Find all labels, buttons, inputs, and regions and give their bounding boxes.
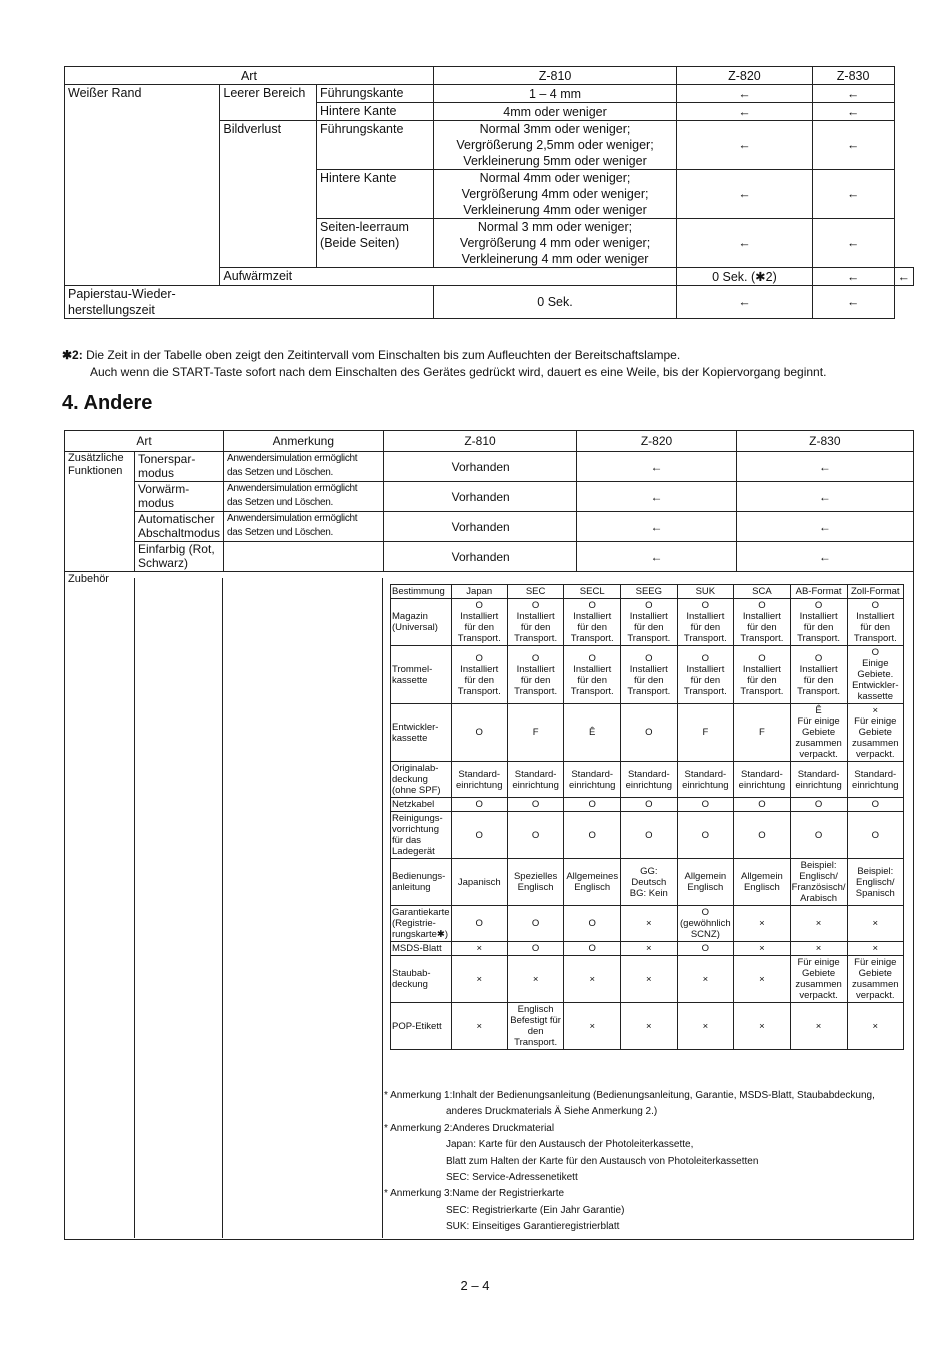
accessory-label: Garantiekarte (Registrie- rungskarte✱) (392, 907, 450, 940)
same-arrow: ← (812, 170, 894, 219)
same-arrow: ← (736, 512, 913, 542)
accessory-cell: O (564, 942, 621, 956)
accessory-cell: Ê Für einige Gebiete zusammen verpackt. (790, 704, 847, 762)
accessory-label: Netzkabel (391, 798, 452, 812)
notes (384, 1088, 904, 1236)
accessory-cell: × (677, 956, 734, 1003)
accessory-cell: O Installiert für den Transport. (451, 599, 507, 646)
accessory-cell: Standard- einrichtung (847, 762, 903, 798)
same-arrow: ← (577, 452, 736, 482)
accessory-row (391, 859, 904, 906)
cell-value: Normal 3 mm oder weniger; Vergrößerung 4 mm oder weniger; Verkleinerung 4 mm oder weniger (433, 219, 676, 268)
accessory-cell: O (507, 942, 563, 956)
header-suk: SUK (677, 585, 734, 599)
row-hintere-kante: Hintere Kante (317, 103, 434, 121)
accessory-cell: × (621, 1003, 677, 1050)
same-arrow: ← (577, 482, 736, 512)
accessory-cell: × (564, 1003, 621, 1050)
accessory-cell: × (790, 1003, 847, 1050)
accessory-cell: Allgemeines Englisch (564, 859, 621, 906)
cell-value: 1 – 4 mm (433, 85, 676, 103)
accessory-cell: O Installiert für den Transport. (677, 599, 734, 646)
same-arrow: ← (677, 286, 813, 319)
accessory-cell: × (564, 956, 621, 1003)
note-head: * Anmerkung 2: (384, 1122, 453, 1134)
accessory-cell: O (564, 812, 621, 859)
accessory-cell: O Installiert für den Transport. (507, 646, 563, 704)
accessory-cell: O (734, 798, 790, 812)
accessory-label: Reinigungs- vorrichtung für das Ladegerät (391, 812, 452, 859)
header-z830: Z-830 (812, 67, 894, 85)
accessory-cell: O Installiert für den Transport. (451, 646, 507, 704)
table-row (65, 286, 914, 319)
accessory-cell: O (507, 798, 563, 812)
note-3 (384, 1186, 904, 1235)
same-arrow: ← (812, 286, 894, 319)
accessory-label: Bedienungs- anleitung (391, 859, 452, 906)
table-row (65, 85, 914, 103)
note-sub: anderes Druckmaterials Ä Siehe Anmerkung 2.) (446, 1106, 658, 1118)
table-header-row (65, 67, 914, 85)
accessory-row (391, 1003, 904, 1050)
header-secl: SECL (564, 585, 621, 599)
accessory-label: Trommel- kassette (391, 646, 452, 704)
accessory-cell: × (847, 1003, 903, 1050)
accessory-row (391, 762, 904, 798)
accessory-cell: × (734, 942, 790, 956)
header-sec: SEC (507, 585, 563, 599)
accessory-cell: × (677, 1003, 734, 1050)
accessory-cell: O (564, 798, 621, 812)
accessory-cell: Allgemein Englisch (677, 859, 734, 906)
accessory-cell: Beispiel: Englisch/ Französisch/ Arabisch (791, 860, 846, 904)
accessory-cell: Standard- einrichtung (451, 762, 507, 798)
same-arrow: ← (577, 512, 736, 542)
accessory-cell: × (847, 942, 903, 956)
accessory-row (391, 646, 904, 704)
note-sub: SUK: Einseitiges Garantieregistrierblatt (446, 1221, 620, 1233)
accessory-cell: O (451, 798, 507, 812)
header-sca: SCA (734, 585, 790, 599)
same-arrow: ← (677, 219, 813, 268)
same-arrow: ← (677, 85, 813, 103)
same-arrow: ← (736, 482, 913, 512)
accessory-cell: × (790, 942, 847, 956)
accessory-row (391, 812, 904, 859)
accessory-cell: O (677, 812, 734, 859)
accessory-cell: Spezielles Englisch (507, 859, 563, 906)
same-arrow: ← (812, 219, 894, 268)
accessory-label: Staubab- deckung (391, 956, 452, 1003)
header-ab-format: AB-Format (790, 585, 847, 599)
row-note: Anwendersimulation ermöglicht das Setzen und Löschen. (224, 452, 384, 482)
accessory-cell: × (734, 1003, 790, 1050)
note-2 (384, 1121, 904, 1187)
accessory-cell: O Installiert für den Transport. (564, 646, 621, 704)
cell-value: Normal 3mm oder weniger; Vergrößerung 2,5mm oder weniger; Verkleinerung 5mm oder weniger (433, 121, 676, 170)
table-row (65, 512, 914, 542)
specs-table (64, 66, 914, 319)
accessory-label: Magazin (Universal) (391, 599, 452, 646)
accessory-cell: O Installiert für den Transport. (734, 646, 790, 704)
accessory-cell: O (677, 942, 734, 956)
row-fuehrungskante: Führungskante (317, 85, 434, 103)
accessory-row (391, 942, 904, 956)
header-z820: Z-820 (577, 431, 736, 452)
footnote (62, 347, 922, 381)
accessory-cell: Englisch Befestigt für den Transport. (507, 1003, 563, 1050)
row-leerer-bereich: Leerer Bereich (220, 85, 317, 121)
accessory-cell: Beispiel: Englisch/ Spanisch (847, 859, 903, 906)
column-line (222, 578, 223, 1238)
accessory-cell: × (507, 956, 563, 1003)
accessory-label: POP-Etikett (391, 1003, 452, 1050)
row-papierstau: Papierstau-Wieder- herstellungszeit (65, 286, 434, 319)
accessory-cell: Standard- einrichtung (677, 762, 734, 798)
accessory-cell: O Installiert für den Transport. (564, 599, 621, 646)
cell-value: Vorhanden (383, 542, 577, 572)
accessory-row (391, 798, 904, 812)
note-sub: Blatt zum Halten der Karte für den Austausch von Photoleiterkassetten (446, 1155, 759, 1167)
note-head: * Anmerkung 1: (384, 1090, 453, 1101)
accessory-cell: O (451, 906, 507, 942)
footnote-marker: ✱2: (62, 348, 83, 362)
table-header-row (65, 431, 914, 452)
accessory-cell: O Installiert für den Transport. (790, 646, 847, 704)
accessory-row (391, 956, 904, 1003)
row-note: Anwendersimulation ermöglicht das Setzen und Löschen. (224, 512, 384, 542)
accessory-cell: O (790, 812, 847, 859)
accessory-label: Originalab- deckung (ohne SPF) (391, 762, 452, 798)
accessory-cell: O (621, 812, 677, 859)
same-arrow: ← (677, 170, 813, 219)
accessory-cell: Standard- einrichtung (564, 762, 621, 798)
same-arrow: ← (812, 103, 894, 121)
page-number: 2 – 4 (460, 1278, 490, 1293)
note-1 (384, 1088, 904, 1121)
row-item: Vorwärm- modus (134, 482, 223, 512)
accessory-cell: Standard- einrichtung (507, 762, 563, 798)
table-row (65, 542, 914, 572)
group-zubehoer: Zubehör (65, 572, 914, 587)
accessory-cell: O (451, 812, 507, 859)
same-arrow: ← (677, 121, 813, 170)
row-hintere-kante: Hintere Kante (317, 170, 434, 219)
accessories-table (390, 584, 904, 1050)
accessory-cell: F (677, 704, 734, 762)
section-title: 4. Andere (62, 392, 153, 414)
accessory-cell: × (621, 956, 677, 1003)
same-arrow: ← (812, 85, 894, 103)
accessory-label: MSDS-Blatt (391, 942, 452, 956)
accessory-cell: O (gewöhnlich SCNZ) (677, 906, 734, 942)
row-seitenleerraum: Seiten-leerraum (Beide Seiten) (317, 219, 434, 268)
accessory-cell: O Einige Gebiete. Entwickler- kassette (847, 646, 903, 704)
note-head: * Anmerkung 3: (384, 1188, 453, 1200)
same-arrow: ← (677, 103, 813, 121)
note-text: Anderes Druckmaterial (452, 1122, 555, 1134)
header-z810: Z-810 (433, 67, 676, 85)
same-arrow: ← (577, 542, 736, 572)
accessory-row (391, 704, 904, 762)
accessory-cell: O (564, 906, 621, 942)
accessories-body (391, 599, 904, 1050)
accessory-label: Entwickler- kassette (391, 704, 452, 762)
same-arrow: ← (736, 452, 913, 482)
header-seeg: SEEG (621, 585, 677, 599)
row-bildverlust: Bildverlust (220, 121, 317, 268)
accessory-cell: × (621, 942, 677, 956)
row-aufwaermzeit: Aufwärmzeit (220, 268, 677, 286)
accessory-cell: O (507, 812, 563, 859)
cell-value: Normal 4mm oder weniger; Vergrößerung 4mm oder weniger; Verkleinerung 4mm oder weniger (433, 170, 676, 219)
same-arrow: ← (812, 121, 894, 170)
header-art: Art (65, 431, 224, 452)
row-weisser-rand: Weißer Rand (65, 85, 220, 286)
accessory-cell: O (451, 704, 507, 762)
accessory-cell: O Installiert für den Transport. (621, 599, 677, 646)
accessory-cell: O Installiert für den Transport. (677, 646, 734, 704)
footnote-line: Die Zeit in der Tabelle oben zeigt den Zeitintervall vom Einschalten bis zum Aufleuchten der Bereitschaftslampe. (86, 348, 681, 362)
accessory-cell: × (451, 1003, 507, 1050)
note-text: Name der Registrierkarte (452, 1188, 565, 1200)
row-item: Einfarbig (Rot, Schwarz) (134, 542, 223, 572)
accessory-cell: O (621, 798, 677, 812)
accessory-cell: Standard- einrichtung (734, 762, 790, 798)
accessory-cell: O (621, 704, 677, 762)
accessory-cell: O Installiert für den Transport. (847, 599, 903, 646)
note-sub: SEC: Service-Adressenetikett (446, 1172, 578, 1184)
row-fuehrungskante: Führungskante (317, 121, 434, 170)
other-table (64, 430, 914, 586)
header-art: Art (65, 67, 434, 85)
accessory-cell: Allgemein Englisch (734, 859, 790, 906)
accessory-cell: Standard- einrichtung (621, 762, 677, 798)
same-arrow: ← (812, 268, 894, 286)
cell-value: Vorhanden (383, 512, 577, 542)
accessory-cell: O (507, 906, 563, 942)
accessory-cell: Standard- einrichtung (790, 762, 847, 798)
cell-value: 0 Sek. (433, 286, 676, 319)
accessory-cell: GG: Deutsch BG: Kein (621, 859, 677, 906)
cell-value: 4mm oder weniger (433, 103, 676, 121)
header-zoll-format: Zoll-Format (847, 585, 903, 599)
accessory-row (391, 599, 904, 646)
accessory-cell: O Installiert für den Transport. (507, 599, 563, 646)
header-z820: Z-820 (677, 67, 813, 85)
accessory-row (391, 906, 904, 942)
cell-value: 0 Sek. (✱2) (677, 268, 813, 286)
accessory-cell: F (734, 704, 790, 762)
same-arrow: ← (894, 268, 914, 286)
accessory-cell: × (847, 906, 903, 942)
header-z810: Z-810 (383, 431, 577, 452)
accessory-cell: × Für einige Gebiete zusammen verpackt. (847, 704, 903, 762)
accessory-cell: × (734, 956, 790, 1003)
accessory-cell: Japanisch (451, 859, 507, 906)
column-line (382, 578, 383, 1238)
accessory-cell: O Installiert für den Transport. (621, 646, 677, 704)
table-row (65, 452, 914, 482)
group-zusaetzliche-funktionen: Zusätzliche Funktionen (65, 452, 135, 572)
footnote-line: Auch wenn die START-Taste sofort nach dem Einschalten des Gerätes gedrückt wird, dauert es eine Weile, bis der Kopiervorgang beginnt. (90, 365, 827, 379)
row-note: Anwendersimulation ermöglicht das Setzen und Löschen. (224, 482, 384, 512)
note-sub: Japan: Karte für den Austausch der Photoleiterkassette, (446, 1139, 694, 1151)
accessory-cell: O (847, 798, 903, 812)
row-note (224, 542, 384, 572)
accessory-cell: F (507, 704, 563, 762)
header-z830: Z-830 (736, 431, 913, 452)
accessory-cell: O (734, 812, 790, 859)
accessory-cell: O (677, 798, 734, 812)
accessory-cell: × (734, 906, 790, 942)
accessory-cell: O Installiert für den Transport. (734, 599, 790, 646)
row-item: Tonerspar- modus (134, 452, 223, 482)
accessory-cell: × (621, 906, 677, 942)
header-japan: Japan (451, 585, 507, 599)
header-bestimmung: Bestimmung (391, 585, 452, 599)
table-row (65, 482, 914, 512)
accessory-cell: Für einige Gebiete zusammen verpackt. (847, 956, 903, 1003)
cell-value: Vorhanden (383, 452, 577, 482)
accessory-cell: × (451, 956, 507, 1003)
note-text: Inhalt der Bedienungsanleitung (Bedienungsanleitung, Garantie, MSDS-Blatt, Staubabdeckung, (452, 1090, 875, 1101)
column-line (134, 578, 135, 1238)
accessory-cell: Ê (564, 704, 621, 762)
accessory-cell: O (790, 798, 847, 812)
accessory-cell: O (847, 812, 903, 859)
accessory-cell: × (451, 942, 507, 956)
accessory-cell: × (790, 906, 847, 942)
same-arrow: ← (736, 542, 913, 572)
table-header-row (391, 585, 904, 599)
accessory-cell: O Installiert für den Transport. (790, 599, 847, 646)
note-sub: SEC: Registrierkarte (Ein Jahr Garantie) (446, 1204, 625, 1216)
accessory-cell: Für einige Gebiete zusammen verpackt. (790, 956, 847, 1003)
cell-value: Vorhanden (383, 482, 577, 512)
row-item: Automatischer Abschaltmodus (134, 512, 223, 542)
header-anmerkung: Anmerkung (224, 431, 384, 452)
